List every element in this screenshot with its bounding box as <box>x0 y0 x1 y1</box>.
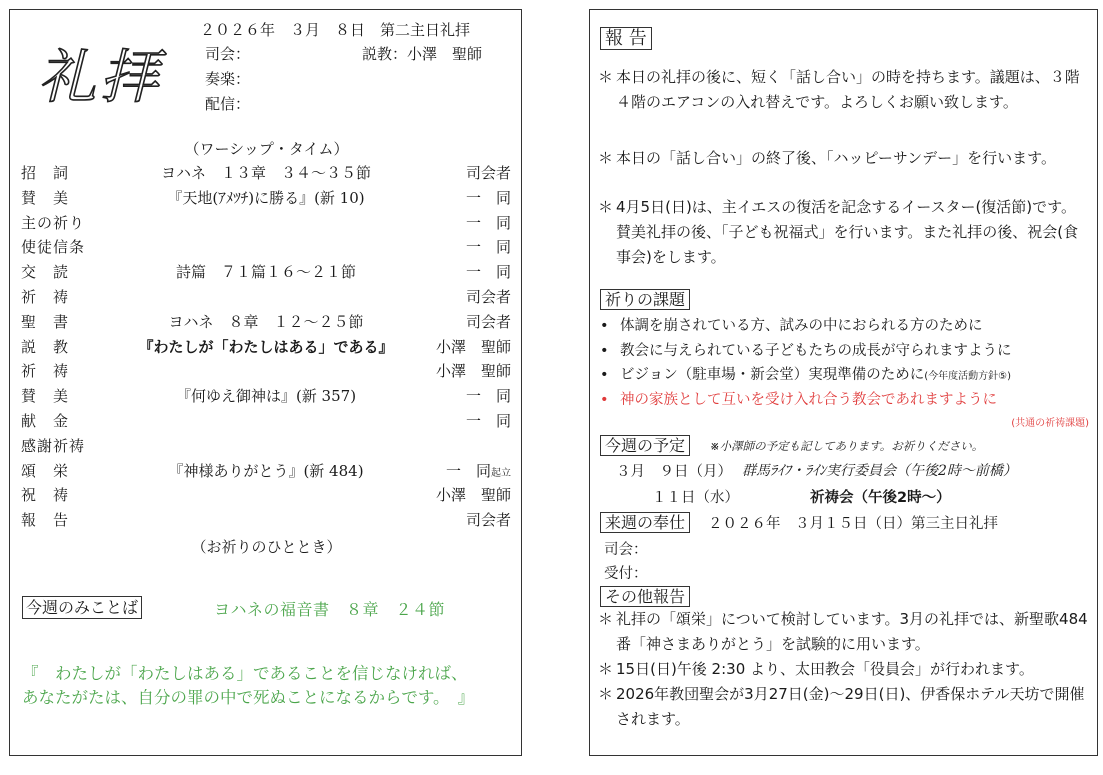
asterisk-icon: ＊ <box>598 610 614 628</box>
order-item-name: 聖 書 <box>21 312 70 331</box>
order-item-leader: 一 同起立 <box>445 461 511 480</box>
order-item-name: 使徒信条 <box>21 238 86 257</box>
order-row <box>21 286 511 310</box>
order-item-name: 感謝祈祷 <box>21 436 86 455</box>
next-uketsuke-label: 受付： <box>604 566 648 582</box>
verse-line-1: 『 わたしが「わたしはある」であることを信じなければ、 <box>22 664 468 683</box>
asterisk-icon: ＊ <box>598 660 614 678</box>
order-item-leader: 司会者 <box>465 511 511 530</box>
prayer-item: • 体調を崩されている方、試みの中におられる方のために <box>600 318 983 334</box>
worship-time-label: （ワーシップ・タイム） <box>184 140 349 158</box>
order-item-leader: 一 同 <box>465 412 511 430</box>
schedule-event-1: 群馬ﾗｲﾌ・ﾗｲﾝ実行委員会（午後2時～前橋） <box>742 463 1017 479</box>
order-item-content: 『天地(ｱﾒﾂﾁ)に勝る』(新 10) <box>167 188 365 207</box>
order-item-name: 祈 祷 <box>21 362 70 381</box>
order-item-name: 主の祈り <box>21 213 86 232</box>
asterisk-icon: ＊ <box>598 68 614 86</box>
order-item-leader: 一 同 <box>465 188 511 207</box>
order-item-leader: 一 同 <box>465 387 511 406</box>
order-row <box>21 484 511 508</box>
order-item-name: 賛 美 <box>21 387 70 406</box>
order-item-content: 『わたしが「わたしはある」である』 <box>138 337 394 356</box>
order-item-leader: 一 同 <box>465 263 511 282</box>
common-prayer-note: (共通の祈祷課題) <box>1011 418 1089 429</box>
haishin-label: 配信： <box>205 95 251 113</box>
asterisk-icon: ＊ <box>598 198 614 216</box>
asterisk-icon: ＊ <box>598 149 614 167</box>
other-report-item: ＊ 2026年教団聖会が3月27日(金)～29日(日)、伊香保ホテル天坊で開催されます。 <box>598 682 1088 732</box>
report-item: ＊ 本日の礼拝の後に、短く「話し合い」の時を持ちます。議題は、３階４階のエアコンの入れ替えです。よろしくお願い致します。 <box>598 65 1088 115</box>
other-report-item: ＊ 15日(日)午後 2:30 より、太田教会「役員会」が行われます。 <box>598 657 1088 682</box>
order-item-leader: 小澤 聖師 <box>435 362 511 381</box>
order-row <box>21 360 511 384</box>
order-item-name: 献 金 <box>21 412 70 430</box>
asterisk-icon: ＊ <box>598 685 614 703</box>
service-date: ２０２６年 ３月 ８日 第二主日礼拝 <box>200 21 471 39</box>
order-item-name: 賛 美 <box>21 188 70 207</box>
order-item-leader: 小澤 聖師 <box>435 486 511 505</box>
order-item-leader: 小澤 聖師 <box>435 337 511 356</box>
order-item-content: ヨハネ ８章 １２～２５節 <box>168 312 364 331</box>
report-item: ＊ 4月5日(日)は、主イエスの復活を記念するイースター(復活節)です。賛美礼拝の後、「子ども祝福式」を行います。また礼拝の後、祝会(食事会)をします。 <box>598 195 1088 270</box>
sougaku-label: 奏楽： <box>205 70 251 88</box>
order-row <box>21 162 511 186</box>
order-row <box>21 509 511 533</box>
order-item-leader: 一 同 <box>465 238 511 257</box>
word-of-week-reference: ヨハネの福音書 ８章 ２４節 <box>214 600 446 619</box>
schedule-date-1: ３月 ９日（月） <box>616 464 732 480</box>
order-item-content: ヨハネ １３章 ３４～３５節 <box>160 164 371 182</box>
order-item-leader: 一 同 <box>465 213 511 232</box>
announcements-panel <box>589 9 1098 756</box>
schedule-event-2: 祈祷会（午後2時～） <box>810 490 951 506</box>
order-row <box>21 410 511 434</box>
next-shikai-label: 司会： <box>604 542 648 558</box>
prayer-heading: 祈りの課題 <box>600 289 690 310</box>
worship-logo: 礼拝 <box>38 43 163 111</box>
prayer-time-label: （お祈りのひととき） <box>191 538 342 556</box>
order-row <box>21 435 511 459</box>
schedule-note: ※小澤師の予定も記してあります。お祈りください。 <box>710 439 984 453</box>
schedule-heading: 今週の予定 <box>600 435 690 456</box>
worship-order-panel <box>9 9 522 756</box>
order-row <box>21 236 511 260</box>
report-item: ＊ 本日の「話し合い」の終了後、「ハッピーサンデー」を行います。 <box>598 146 1088 171</box>
order-row <box>21 385 511 409</box>
order-item-name: 祝 祷 <box>21 486 70 505</box>
next-week-heading: 来週の奉仕 <box>600 512 690 533</box>
order-item-name: 祈 祷 <box>21 288 70 306</box>
order-item-content: 『神様ありがとう』(新 484) <box>168 461 364 480</box>
prayer-item-highlight: • 神の家族として互いを受け入れ合う教会であれますように <box>600 392 997 408</box>
schedule-date-2: １１日（水） <box>652 490 739 506</box>
other-reports-heading: その他報告 <box>600 586 690 607</box>
order-row <box>21 261 511 285</box>
order-item-leader: 司会者 <box>465 164 511 182</box>
order-item-leader: 司会者 <box>465 312 511 331</box>
order-item-content: 詩篇 ７１篇１６～２１節 <box>175 263 356 282</box>
order-row <box>21 336 511 360</box>
order-item-leader: 司会者 <box>465 288 511 306</box>
other-report-item: ＊ 礼拝の「頌栄」について検討しています。3月の礼拝では、新聖歌484番「神さまありがとう」を試験的に用います。 <box>598 607 1088 657</box>
order-item-name: 交 読 <box>21 263 70 282</box>
order-row <box>21 311 511 335</box>
prayer-item: • ビジョン（駐車場・新会堂）実現準備のために(今年度活動方針⑤) <box>600 367 1011 383</box>
order-row <box>21 460 511 484</box>
order-row <box>21 187 511 211</box>
order-item-name: 報 告 <box>21 511 70 530</box>
next-week-date: ２０２６年 ３月１５日（日）第三主日礼拝 <box>708 516 998 532</box>
order-item-name: 説 教 <box>21 337 70 356</box>
report-heading: 報 告 <box>600 27 652 50</box>
prayer-item: • 教会に与えられている子どもたちの成長が守られますように <box>600 343 1012 359</box>
word-of-week-label: 今週のみことば <box>22 596 142 619</box>
order-item-name: 頌 栄 <box>21 461 70 480</box>
order-item-name: 招 詞 <box>21 164 70 182</box>
preacher: 説教：小澤 聖師 <box>362 45 483 63</box>
verse-line-2: あなたがたは、自分の罪の中で死ぬことになるからです。 』 <box>22 688 475 707</box>
order-row <box>21 212 511 236</box>
shikai-label: 司会： <box>205 45 251 63</box>
order-item-content: 『何ゆえ御神は』(新 357) <box>175 387 357 406</box>
